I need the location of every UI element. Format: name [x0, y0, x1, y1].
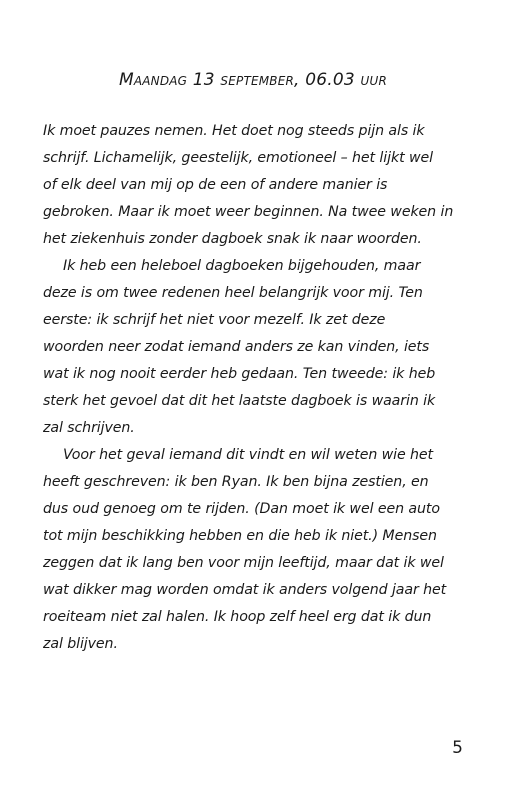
text-line: zal schrijven. [43, 420, 135, 436]
text-line: roeiteam niet zal halen. Ik hoop zelf heel erg dat ik dun [43, 609, 432, 625]
text-line: Ik heb een heleboel dagboeken bijgehouden, maar [63, 258, 421, 274]
page-number: 5 [452, 738, 463, 758]
text-line: woorden neer zodat iemand anders ze kan vinden, iets [43, 339, 430, 355]
text-line: tot mijn beschikking hebben en die heb ik niet.) Mensen [43, 528, 437, 544]
text-line: wat dikker mag worden omdat ik anders volgend jaar het [43, 582, 447, 598]
text-line: deze is om twee redenen heel belangrijk voor mij. Ten [43, 285, 423, 301]
text-line: gebroken. Maar ik moet weer beginnen. Na twee weken in [43, 204, 454, 220]
text-line: wat ik nog nooit eerder heb gedaan. Ten tweede: ik heb [43, 366, 436, 382]
text-line: heeft geschreven: ik ben Ryan. Ik ben bijna zestien, en [43, 474, 429, 490]
text-line: schrijf. Lichamelijk, geestelijk, emotioneel – het lijkt wel [43, 150, 433, 166]
text-line: Voor het geval iemand dit vindt en wil weten wie het [63, 447, 433, 463]
text-line: Ik moet pauzes nemen. Het doet nog steeds pijn als ik [43, 123, 425, 139]
diary-entry-heading: Maandag 13 september, 06.03 uur [118, 70, 388, 90]
text-line: of elk deel van mij op de een of andere manier is [43, 177, 388, 193]
paragraph-2 [43, 253, 479, 442]
text-line: eerste: ik schrijf het niet voor mezelf. Ik zet deze [43, 312, 386, 328]
diary-entry-body [43, 118, 479, 658]
text-line: dus oud genoeg om te rijden. (Dan moet ik wel een auto [43, 501, 440, 517]
paragraph-1 [43, 118, 479, 253]
text-line: zeggen dat ik lang ben voor mijn leeftijd, maar dat ik wel [43, 555, 444, 571]
paragraph-3 [43, 442, 479, 658]
text-line: zal blijven. [43, 636, 118, 652]
text-line: sterk het gevoel dat dit het laatste dagboek is waarin ik [43, 393, 436, 409]
text-line: het ziekenhuis zonder dagboek snak ik naar woorden. [43, 231, 422, 247]
